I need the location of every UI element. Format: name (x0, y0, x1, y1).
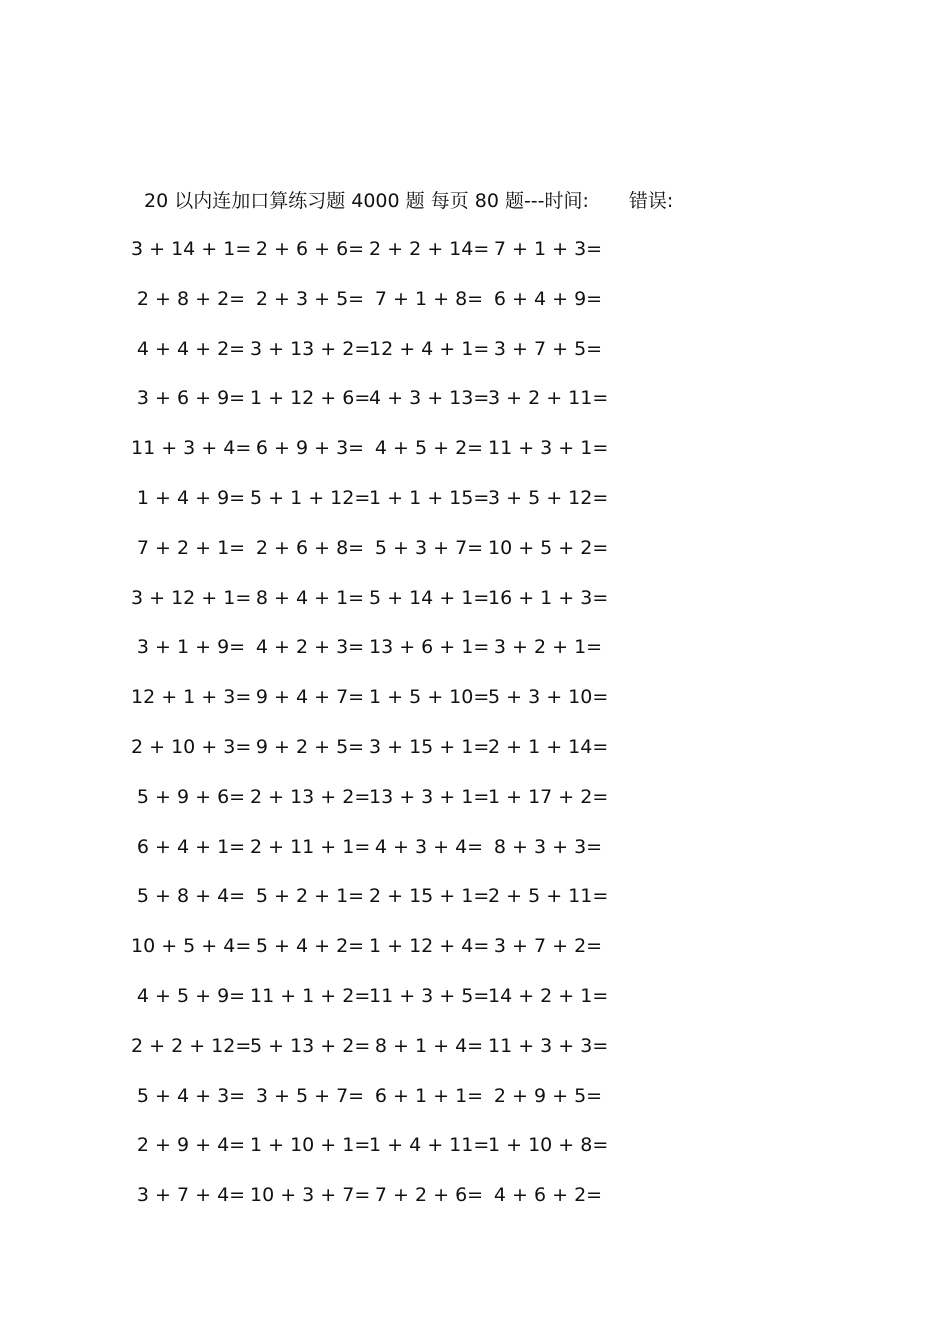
problem: 2 + 9 + 4= (136, 1134, 246, 1157)
problem: 3 + 7 + 5= (493, 337, 603, 360)
problem: 5 + 14 + 1= (369, 586, 490, 609)
problem-row (131, 583, 664, 633)
problem-row (136, 1130, 664, 1180)
problem: 3 + 6 + 9= (136, 387, 246, 410)
problem: 2 + 3 + 5= (255, 287, 365, 310)
errors-label: 错误: (628, 190, 674, 212)
problem: 4 + 3 + 4= (374, 835, 484, 858)
problem: 3 + 15 + 1= (369, 735, 490, 758)
problem: 5 + 3 + 7= (374, 536, 484, 559)
problem: 7 + 2 + 1= (136, 536, 246, 559)
problem: 4 + 5 + 2= (374, 437, 484, 460)
problem: 1 + 5 + 10= (369, 686, 490, 709)
problem: 7 + 2 + 6= (374, 1184, 484, 1207)
problem-row (136, 533, 664, 583)
problem-row (131, 433, 664, 483)
problem: 2 + 6 + 8= (255, 536, 365, 559)
problem: 1 + 10 + 1= (250, 1134, 371, 1157)
problem-row (136, 782, 664, 832)
problem-row (136, 881, 664, 931)
problem: 5 + 2 + 1= (255, 885, 365, 908)
problem: 3 + 14 + 1= (131, 238, 252, 260)
problem: 12 + 4 + 1= (369, 337, 490, 360)
problem: 4 + 2 + 3= (255, 636, 365, 659)
problem: 2 + 11 + 1= (250, 835, 371, 858)
problem: 10 + 5 + 2= (488, 536, 609, 559)
problem-row (136, 1180, 664, 1230)
problem: 5 + 1 + 12= (250, 486, 371, 509)
problem-row (136, 483, 664, 533)
problem-row (131, 682, 664, 732)
problem: 1 + 12 + 6= (250, 387, 371, 410)
problem-row (136, 632, 664, 682)
problem: 1 + 4 + 9= (136, 486, 246, 509)
problem: 2 + 2 + 14= (369, 238, 490, 260)
problem: 11 + 3 + 3= (488, 1034, 609, 1057)
problem: 2 + 10 + 3= (131, 735, 252, 758)
problem: 5 + 13 + 2= (250, 1034, 371, 1057)
problem: 3 + 2 + 1= (493, 636, 603, 659)
problem-grid (131, 234, 664, 1230)
problem: 12 + 1 + 3= (131, 686, 252, 709)
problem: 1 + 12 + 4= (369, 935, 490, 958)
problem: 6 + 1 + 1= (374, 1084, 484, 1107)
problem: 3 + 1 + 9= (136, 636, 246, 659)
problem-row (136, 334, 664, 384)
problem: 9 + 2 + 5= (255, 735, 365, 758)
worksheet-title: 20 以内连加口算练习题 4000 题 每页 80 题--- (144, 190, 545, 212)
problem-row (131, 1031, 664, 1081)
problem: 8 + 3 + 3= (493, 835, 603, 858)
problem: 3 + 7 + 4= (136, 1184, 246, 1207)
problem: 10 + 5 + 4= (131, 935, 252, 958)
problem: 6 + 9 + 3= (255, 437, 365, 460)
problem: 2 + 8 + 2= (136, 287, 246, 310)
problem: 3 + 5 + 7= (255, 1084, 365, 1107)
problem: 5 + 4 + 3= (136, 1084, 246, 1107)
problem: 2 + 6 + 6= (255, 238, 365, 260)
problem: 13 + 3 + 1= (369, 785, 490, 808)
problem: 8 + 1 + 4= (374, 1034, 484, 1057)
problem-row (136, 383, 664, 433)
problem: 3 + 5 + 12= (488, 486, 609, 509)
problem-row (131, 732, 664, 782)
problem-row (136, 1081, 664, 1131)
problem: 6 + 4 + 9= (493, 287, 603, 310)
problem: 14 + 2 + 1= (488, 984, 609, 1007)
problem: 16 + 1 + 3= (488, 586, 609, 609)
problem: 1 + 1 + 15= (369, 486, 490, 509)
problem: 3 + 13 + 2= (250, 337, 371, 360)
problem-row (136, 284, 664, 334)
problem: 11 + 3 + 1= (488, 437, 609, 460)
problem: 5 + 4 + 2= (255, 935, 365, 958)
problem: 2 + 9 + 5= (493, 1084, 603, 1107)
problem: 11 + 3 + 4= (131, 437, 252, 460)
problem: 1 + 17 + 2= (488, 785, 609, 808)
problem: 3 + 2 + 11= (488, 387, 609, 410)
problem: 10 + 3 + 7= (250, 1184, 371, 1207)
problem: 2 + 1 + 14= (488, 735, 609, 758)
problem: 1 + 4 + 11= (369, 1134, 490, 1157)
worksheet-header (144, 186, 673, 216)
problem: 5 + 3 + 10= (488, 686, 609, 709)
problem: 4 + 5 + 9= (136, 984, 246, 1007)
problem: 5 + 9 + 6= (136, 785, 246, 808)
problem: 2 + 5 + 11= (488, 885, 609, 908)
problem: 1 + 10 + 8= (488, 1134, 609, 1157)
problem: 11 + 1 + 2= (250, 984, 371, 1007)
problem: 4 + 6 + 2= (493, 1184, 603, 1207)
problem-row (136, 832, 664, 882)
problem-row (131, 234, 664, 284)
problem: 3 + 12 + 1= (131, 586, 252, 609)
problem: 2 + 2 + 12= (131, 1034, 252, 1057)
problem-row (136, 981, 664, 1031)
problem: 4 + 4 + 2= (136, 337, 246, 360)
problem: 6 + 4 + 1= (136, 835, 246, 858)
problem: 7 + 1 + 3= (493, 238, 603, 260)
time-label: 时间: (544, 190, 589, 212)
problem: 2 + 13 + 2= (250, 785, 371, 808)
problem: 8 + 4 + 1= (255, 586, 365, 609)
problem: 3 + 7 + 2= (493, 935, 603, 958)
problem: 7 + 1 + 8= (374, 287, 484, 310)
problem: 13 + 6 + 1= (369, 636, 490, 659)
problem: 5 + 8 + 4= (136, 885, 246, 908)
problem: 2 + 15 + 1= (369, 885, 490, 908)
problem: 11 + 3 + 5= (369, 984, 490, 1007)
problem: 4 + 3 + 13= (369, 387, 490, 410)
problem: 9 + 4 + 7= (255, 686, 365, 709)
problem-row (131, 931, 664, 981)
